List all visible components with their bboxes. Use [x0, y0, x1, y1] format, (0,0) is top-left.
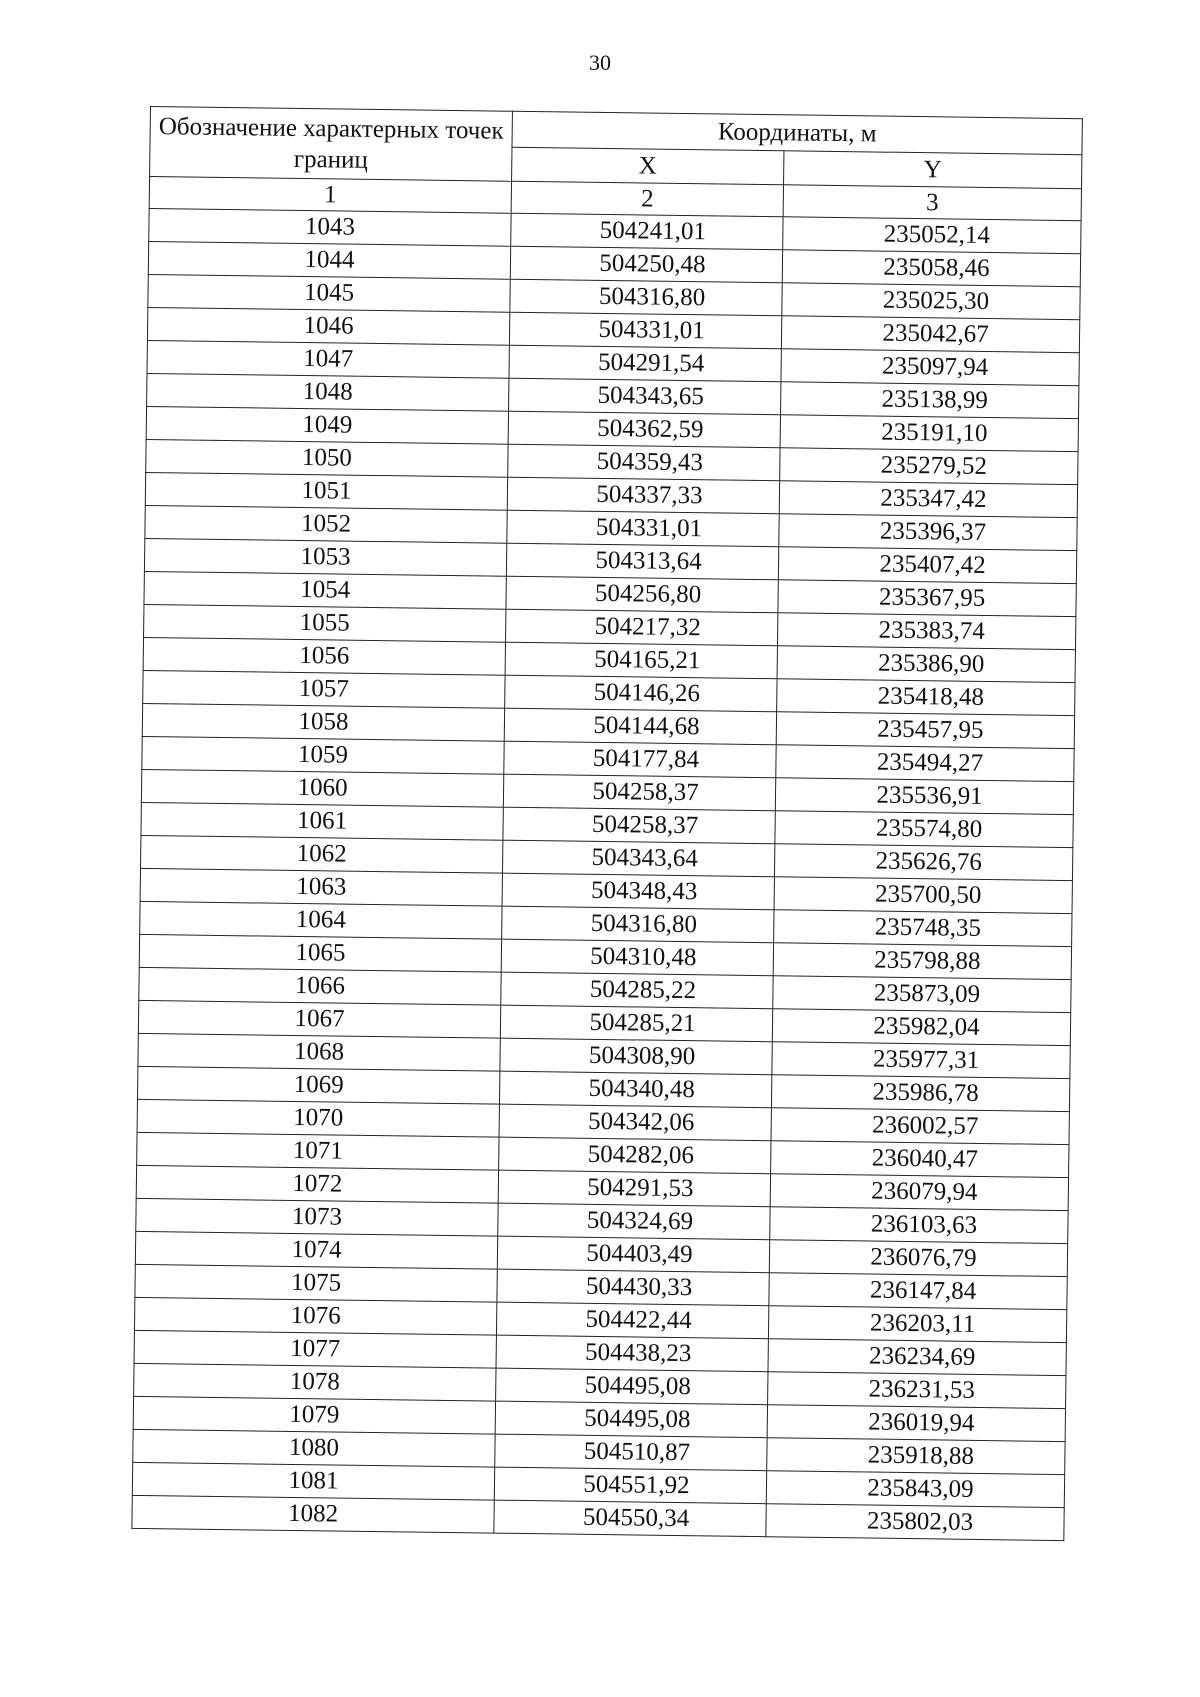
x-coordinate-cell: 504510,87 [495, 1434, 767, 1471]
y-coordinate-cell: 236231,53 [768, 1372, 1066, 1409]
y-coordinate-cell: 235802,03 [766, 1504, 1064, 1541]
x-coordinate-cell: 504495,08 [495, 1401, 767, 1438]
x-coordinate-cell: 504403,49 [497, 1236, 769, 1273]
y-coordinate-cell: 236203,11 [768, 1306, 1066, 1343]
point-cell: 1065 [139, 934, 501, 972]
coordinates-header: Координаты, м [512, 111, 1082, 154]
point-cell: 1051 [145, 472, 507, 510]
y-coordinate-cell: 235700,50 [774, 877, 1072, 914]
x-coordinate-cell: 504258,37 [503, 774, 775, 811]
point-cell: 1052 [145, 505, 507, 543]
point-cell: 1062 [141, 835, 503, 873]
point-cell: 1061 [141, 802, 503, 840]
point-cell: 1068 [138, 1033, 500, 1071]
point-cell: 1078 [134, 1363, 496, 1401]
y-coordinate-cell: 236040,47 [771, 1141, 1069, 1178]
point-cell: 1053 [144, 538, 506, 576]
point-cell: 1072 [136, 1165, 498, 1203]
point-cell: 1080 [133, 1429, 495, 1467]
x-coordinate-cell: 504308,90 [500, 1038, 772, 1075]
x-coordinate-cell: 504316,80 [510, 279, 782, 316]
point-cell: 1047 [147, 340, 509, 378]
x-coordinate-cell: 504250,48 [510, 246, 782, 283]
x-coordinate-cell: 504343,65 [509, 378, 781, 415]
point-cell: 1069 [137, 1066, 499, 1104]
y-coordinate-cell: 235977,31 [772, 1042, 1070, 1079]
y-coordinate-cell: 235383,74 [777, 613, 1075, 650]
x-coordinate-cell: 504258,37 [503, 807, 775, 844]
point-cell: 1056 [143, 637, 505, 675]
x-coordinate-cell: 504256,80 [506, 576, 778, 613]
x-coordinate-cell: 504438,23 [496, 1335, 768, 1372]
y-coordinate-cell: 236019,94 [767, 1405, 1065, 1442]
y-coordinate-cell: 235748,35 [774, 910, 1072, 947]
point-cell: 1048 [147, 373, 509, 411]
point-cell: 1050 [146, 439, 508, 477]
point-cell: 1044 [148, 241, 510, 279]
x-coordinate-cell: 504337,33 [507, 477, 779, 514]
point-cell: 1059 [142, 736, 504, 774]
y-coordinate-cell: 236002,57 [771, 1108, 1069, 1145]
column-number-1: 1 [149, 177, 511, 214]
y-coordinate-cell: 235407,42 [778, 547, 1076, 584]
point-cell: 1076 [134, 1297, 496, 1335]
x-coordinate-cell: 504291,54 [509, 345, 781, 382]
x-coordinate-cell: 504343,64 [502, 840, 774, 877]
y-header: Y [784, 151, 1082, 189]
x-coordinate-cell: 504362,59 [508, 411, 780, 448]
x-header: X [512, 147, 784, 185]
point-cell: 1043 [149, 208, 511, 246]
x-coordinate-cell: 504165,21 [505, 642, 777, 679]
x-coordinate-cell: 504359,43 [508, 444, 780, 481]
x-coordinate-cell: 504342,06 [499, 1104, 771, 1141]
point-cell: 1055 [144, 604, 506, 642]
point-cell: 1082 [132, 1495, 494, 1533]
x-coordinate-cell: 504285,22 [501, 972, 773, 1009]
x-coordinate-cell: 504310,48 [501, 939, 773, 976]
x-coordinate-cell: 504313,64 [506, 543, 778, 580]
point-cell: 1079 [133, 1396, 495, 1434]
point-cell: 1063 [140, 868, 502, 906]
y-coordinate-cell: 236103,63 [770, 1207, 1068, 1244]
y-coordinate-cell: 235347,42 [779, 481, 1077, 518]
x-coordinate-cell: 504551,92 [494, 1467, 766, 1504]
point-designation-header: Обозначение характерных точек границ [150, 107, 513, 182]
y-coordinate-cell: 236079,94 [770, 1174, 1068, 1211]
point-cell: 1075 [135, 1264, 497, 1302]
y-coordinate-cell: 235843,09 [766, 1471, 1064, 1508]
y-coordinate-cell: 235873,09 [773, 976, 1071, 1013]
x-coordinate-cell: 504316,80 [502, 906, 774, 943]
point-cell: 1054 [144, 571, 506, 609]
coordinates-table [131, 106, 1083, 1541]
y-coordinate-cell: 236147,84 [769, 1273, 1067, 1310]
point-cell: 1074 [135, 1231, 497, 1269]
point-cell: 1057 [143, 670, 505, 708]
y-coordinate-cell: 235986,78 [771, 1075, 1069, 1112]
y-coordinate-cell: 235138,99 [781, 382, 1079, 419]
x-coordinate-cell: 504217,32 [506, 609, 778, 646]
y-coordinate-cell: 235574,80 [775, 811, 1073, 848]
y-coordinate-cell: 236076,79 [769, 1240, 1067, 1277]
y-coordinate-cell: 235798,88 [773, 943, 1071, 980]
x-coordinate-cell: 504422,44 [496, 1302, 768, 1339]
point-cell: 1049 [146, 406, 508, 444]
y-coordinate-cell: 235626,76 [774, 844, 1072, 881]
x-coordinate-cell: 504285,21 [500, 1005, 772, 1042]
y-coordinate-cell: 235279,52 [780, 448, 1078, 485]
point-cell: 1058 [142, 703, 504, 741]
x-coordinate-cell: 504348,43 [502, 873, 774, 910]
x-coordinate-cell: 504331,01 [507, 510, 779, 547]
point-cell: 1070 [137, 1099, 499, 1137]
y-coordinate-cell: 235536,91 [775, 778, 1073, 815]
point-cell: 1045 [148, 274, 510, 312]
x-coordinate-cell: 504282,06 [499, 1137, 771, 1174]
x-coordinate-cell: 504340,48 [499, 1071, 771, 1108]
y-coordinate-cell: 235025,30 [782, 283, 1080, 320]
x-coordinate-cell: 504331,01 [509, 312, 781, 349]
x-coordinate-cell: 504550,34 [494, 1500, 766, 1537]
y-coordinate-cell: 235367,95 [778, 580, 1076, 617]
y-coordinate-cell: 235494,27 [776, 745, 1074, 782]
point-cell: 1060 [141, 769, 503, 807]
column-number-2: 2 [511, 181, 783, 217]
y-coordinate-cell: 235418,48 [777, 679, 1075, 716]
point-cell: 1067 [138, 1000, 500, 1038]
y-coordinate-cell: 235982,04 [772, 1009, 1070, 1046]
page-number: 30 [589, 50, 611, 75]
y-coordinate-cell: 235457,95 [776, 712, 1074, 749]
y-coordinate-cell: 235042,67 [781, 316, 1079, 353]
x-coordinate-cell: 504146,26 [505, 675, 777, 712]
x-coordinate-cell: 504430,33 [497, 1269, 769, 1306]
y-coordinate-cell: 235386,90 [777, 646, 1075, 683]
x-coordinate-cell: 504177,84 [504, 741, 776, 778]
x-coordinate-cell: 504291,53 [498, 1170, 770, 1207]
table-header [149, 107, 1082, 221]
point-cell: 1071 [137, 1132, 499, 1170]
point-cell: 1081 [132, 1462, 494, 1500]
column-number-3: 3 [783, 185, 1081, 221]
point-cell: 1077 [134, 1330, 496, 1368]
point-cell: 1064 [140, 901, 502, 939]
x-coordinate-cell: 504495,08 [496, 1368, 768, 1405]
y-coordinate-cell: 236234,69 [768, 1339, 1066, 1376]
point-cell: 1046 [147, 307, 509, 345]
y-coordinate-cell: 235058,46 [782, 250, 1080, 287]
point-cell: 1073 [136, 1198, 498, 1236]
y-coordinate-cell: 235918,88 [767, 1438, 1065, 1475]
point-cell: 1066 [139, 967, 501, 1005]
y-coordinate-cell: 235191,10 [780, 415, 1078, 452]
y-coordinate-cell: 235097,94 [781, 349, 1079, 386]
x-coordinate-cell: 504241,01 [511, 213, 783, 250]
table-body [132, 208, 1081, 1540]
y-coordinate-cell: 235052,14 [783, 217, 1081, 254]
x-coordinate-cell: 504324,69 [498, 1203, 770, 1240]
y-coordinate-cell: 235396,37 [779, 514, 1077, 551]
x-coordinate-cell: 504144,68 [504, 708, 776, 745]
